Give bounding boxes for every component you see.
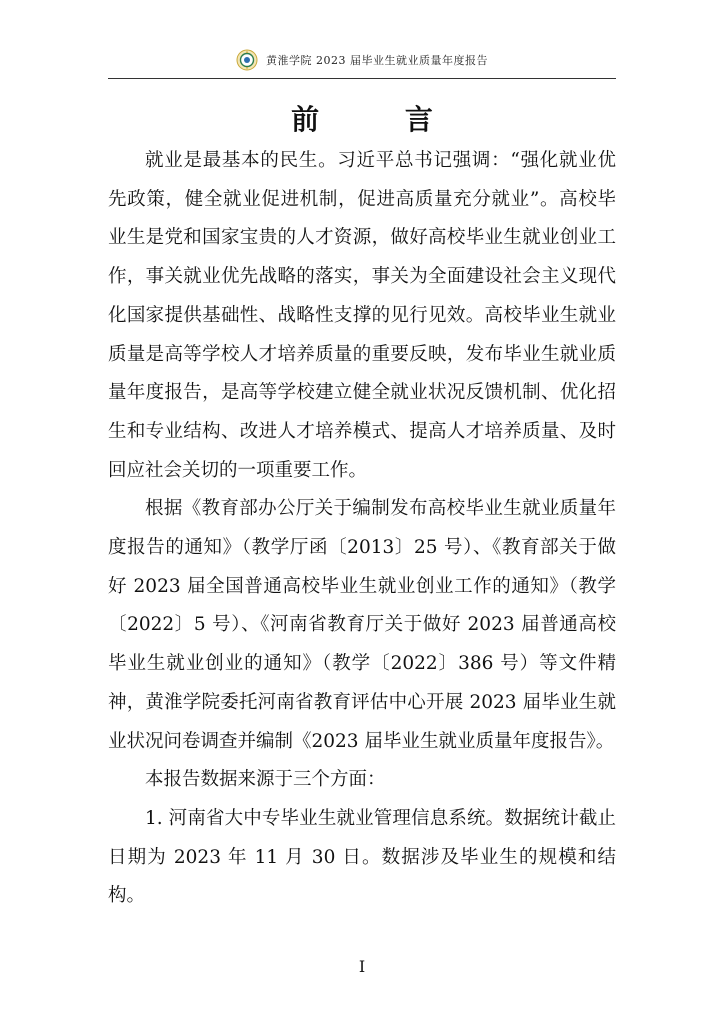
paragraph: 1. 河南省大中专毕业生就业管理信息系统。数据统计截止日期为 2023 年 11 月 30 日。数据涉及毕业生的规模和结构。: [108, 807, 616, 907]
paragraph: 根据《教育部办公厅关于编制发布高校毕业生就业质量年度报告的通知》（教学厅函〔2013〕25 号）、《教育部关于做好 2023 届全国普通高校毕业生就业创业工作的通知》（教学〔2022〕5 号）、《河南省教育厅关于做好 2023 届普通高校毕业生就业创业的通知》（教学〔2022〕386 号）等文件精神，黄淮学院委托河南省教育评估中心开展 2023 届毕业生就业状况问卷调查并编制《2023 届毕业生就业质量年度报告》。: [108, 498, 616, 752]
university-seal-icon: [236, 49, 258, 71]
header-title: 黄淮学院 2023 届毕业生就业质量年度报告: [266, 54, 488, 67]
body-text: [108, 142, 616, 916]
header-divider: [108, 78, 616, 79]
page-number: I: [358, 957, 366, 976]
paragraph: 本报告数据来源于三个方面：: [145, 769, 386, 791]
paragraph: 就业是最基本的民生。习近平总书记强调：“强化就业优先政策，健全就业促进机制，促进高质量充分就业”。高校毕业生是党和国家宝贵的人才资源，做好高校毕业生就业创业工作，事关就业优先战略的落实，事关为全面建设社会主义现代化国家提供基础性、战略性支撑的见行见效。高校毕业生就业质量是高等学校人才培养质量的重要反映，发布毕业生就业质量年度报告，是高等学校建立健全就业状况反馈机制、优化招生和专业结构、改进人才培养模式、提高人才培养质量、及时回应社会关切的一项重要工作。: [108, 150, 616, 481]
running-header: [108, 46, 616, 74]
page-title: 前 言: [291, 103, 471, 136]
